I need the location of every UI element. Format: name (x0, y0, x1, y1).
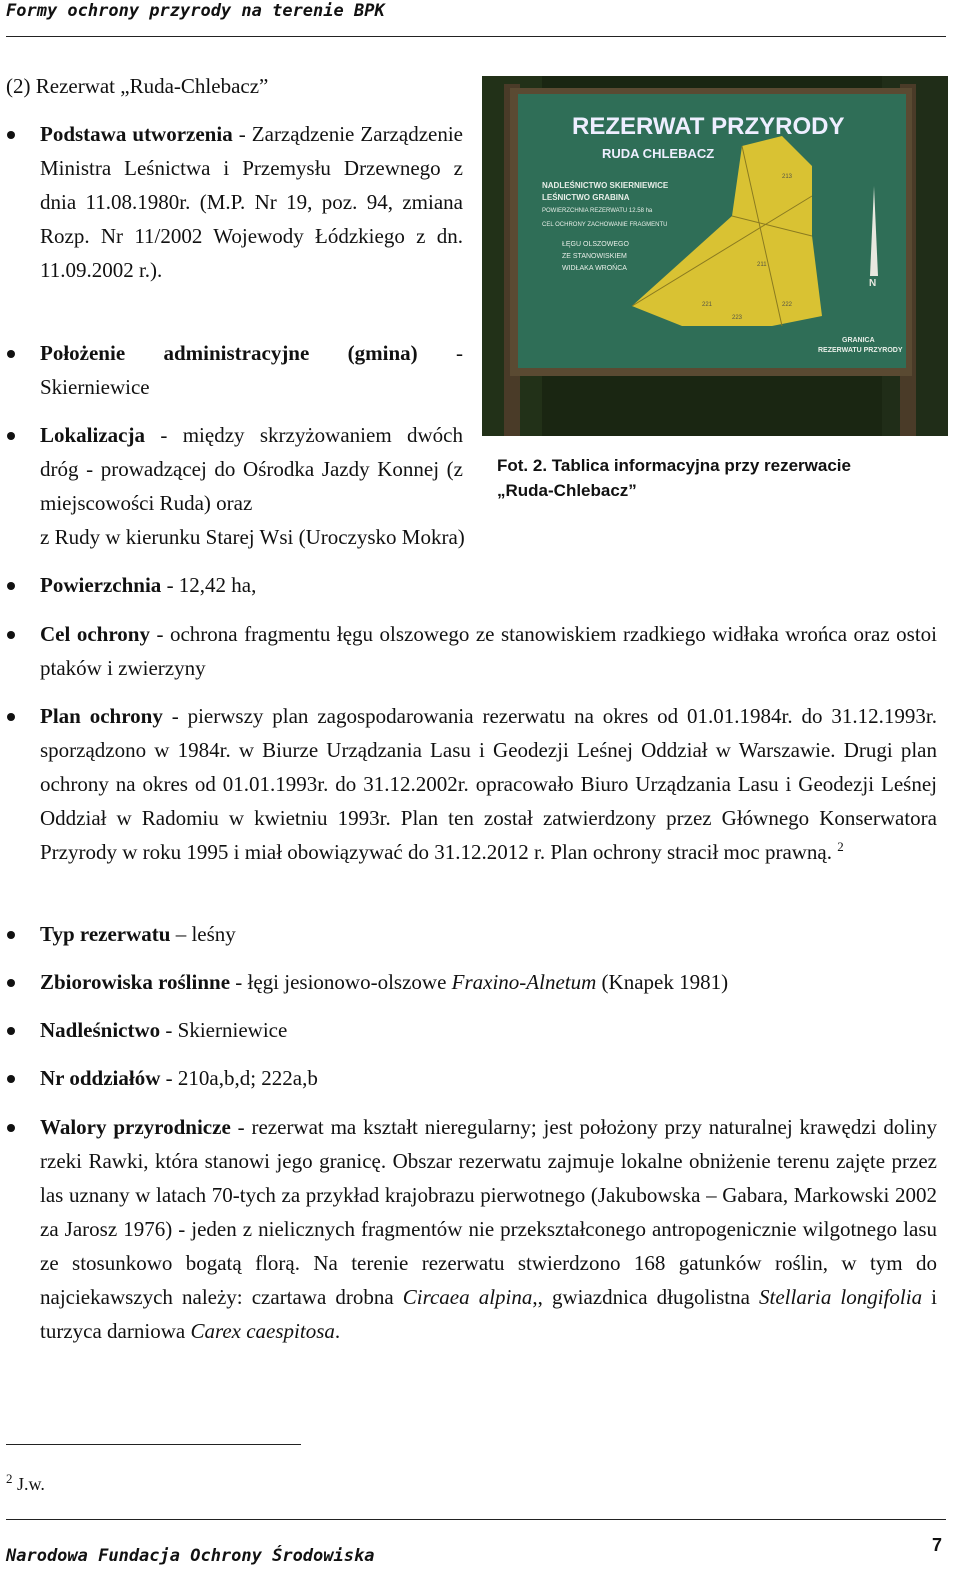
latin-name: Fraxino-Alnetum (451, 970, 597, 994)
list-item-cel-ochrony (40, 617, 937, 685)
item-label: Plan ochrony (40, 704, 163, 728)
sign-line: WIDŁAKA WROŃCA (562, 265, 627, 272)
footnote-number: 2 (6, 1471, 13, 1486)
map-number: 223 (732, 315, 743, 321)
bullet-icon (7, 131, 15, 139)
item-text: - pierwszy plan zagospodarowania rezerwatu na okres od 01.01.1984r. do 31.12.1993r. sporządzono w 1984r. w Biurze Urządzania Lasu i Geodezji Leśnej Oddział w Warszawie. Drugi plan ochrony na okres od 01.01.1993r. do 31.12.2002r. opracowało Biuro Urządzania Lasu i Geodezji Leśnej Oddział w Radomiu w kwietniu 1993r. Plan ten został zatwierdzony przez Głównego Konserwatora Przyrody w roku 1995 i miał obowiązywać do 31.12.2012 r. Plan ochrony stracił moc prawną. (40, 704, 937, 864)
caption-line: „Ruda-Chlebacz” (497, 481, 637, 500)
map-number: 221 (702, 302, 713, 308)
footnote-ref: 2 (837, 839, 844, 854)
item-text: - Skierniewice (40, 341, 463, 399)
map-number: 213 (782, 174, 793, 180)
item-text: . (334, 1319, 341, 1343)
map-number: 222 (782, 302, 793, 308)
list-item-zbiorowiska (40, 965, 935, 999)
footnote (6, 1472, 45, 1496)
footer-publisher: Narodowa Fundacja Ochrony Środowiska (6, 1546, 375, 1566)
bullet-icon (7, 631, 15, 639)
list-item-nadlesnictwo (40, 1013, 935, 1047)
photo-caption (497, 453, 947, 503)
item-label: Cel ochrony (40, 622, 150, 646)
list-item-lokalizacja-continued (40, 520, 600, 554)
item-text: - Skierniewice (160, 1018, 288, 1042)
list-item-oddzialy (40, 1061, 935, 1095)
item-text: ,, gwiazdnica długolistna (532, 1285, 760, 1309)
list-item-plan-ochrony (40, 699, 937, 869)
sign-illustration (482, 76, 948, 436)
running-header (6, 0, 946, 37)
item-label: Walory przyrodnicze (40, 1115, 231, 1139)
bullet-icon (7, 1075, 15, 1083)
item-text: – leśny (170, 922, 236, 946)
item-text: - łęgi jesionowo-olszowe (230, 970, 452, 994)
section-title: (2) Rezerwat „Ruda-Chlebacz” (6, 74, 269, 98)
caption-line: Fot. 2. Tablica informacyjna przy rezerwacie (497, 456, 851, 475)
reserve-sign-photo (482, 76, 948, 436)
legend-label: REZERWATU PRZYRODY (818, 347, 903, 354)
sign-line: LEŚNICTWO GRABINA (542, 193, 630, 202)
item-label: Powierzchnia (40, 573, 162, 597)
bullet-icon (7, 582, 15, 590)
list-item-lokalizacja (40, 418, 463, 520)
sign-title: REZERWAT PRZYRODY (572, 113, 845, 140)
item-text: - między skrzyżowaniem dwóch dróg - prowadzącej do Ośrodka Jazdy Konnej (z miejscowości Ruda) oraz (40, 423, 463, 515)
sign-line: CEL OCHRONY ZACHOWANIE FRAGMENTU (542, 222, 668, 228)
item-label: Podstawa utworzenia (40, 122, 233, 146)
list-item-powierzchnia (40, 568, 935, 602)
bullet-icon (7, 432, 15, 440)
sign-line: ŁĘGU OLSZOWEGO (562, 241, 629, 248)
item-text: z Rudy w kierunku Starej Wsi (Uroczysko Mokra) (40, 525, 465, 549)
bullet-icon (7, 931, 15, 939)
sign-line: ZE STANOWISKIEM (562, 253, 627, 260)
bullet-icon (7, 979, 15, 987)
item-text: - Zarządzenie Zarządzenie Ministra Leśnictwa i Przemysłu Drzewnego z dnia 11.08.1980r. (M.P. Nr 19, poz. 94, zmiana Rozp. Nr 11/2002 Wojewody Łódzkiego z dn. 11.09.2002 r.). (40, 122, 463, 282)
item-label: Nadleśnictwo (40, 1018, 161, 1042)
legend-label: GRANICA (842, 337, 875, 344)
list-item-walory (40, 1110, 937, 1348)
map-number: 211 (757, 262, 767, 268)
item-text: - ochrona fragmentu łęgu olszowego ze stanowiskiem rzadkiego widłaka wrońca oraz ostoi ptaków i zwierzyny (40, 622, 937, 680)
item-label: Położenie administracyjne (gmina) (40, 341, 418, 365)
page-number: 7 (931, 1535, 942, 1555)
list-item-typ (40, 917, 935, 951)
running-title: Formy ochrony przyrody na terenie BPK (6, 1, 385, 21)
list-item-polozenie (40, 336, 463, 404)
latin-name: Stellaria longifolia (759, 1285, 923, 1309)
sign-line: NADLEŚNICTWO SKIERNIEWICE (542, 181, 669, 190)
item-text: - rezerwat ma kształt nieregularny; jest położony przy naturalnej krawędzi doliny rzeki Rawki, która stanowi jego granicę. Obszar rezerwatu zajmuje lokalne obniżenie terenu zajęte przez las uznany w latach 70-tych za przykład krajobrazu pierwotnego (Jakubowska – Gabara, Markowski 2002 za Jarosz 1976) - jeden z nielicznych fragmentów nie przekształconego antropogenicznie wilgotnego lasu ze stosunkowo bogatą florą. Na terenie rezerwatu stwierdzono 168 gatunków roślin, w tym do najciekawszych należy: czartawa drobna (40, 1115, 937, 1309)
bullet-icon (7, 350, 15, 358)
north-label: N (869, 278, 877, 289)
footnote-text: J.w. (12, 1474, 45, 1494)
item-label: Nr oddziałów (40, 1066, 161, 1090)
bullet-icon (7, 1124, 15, 1132)
item-text: - 210a,b,d; 222a,b (160, 1066, 318, 1090)
item-text: i turzyca darniowa (40, 1285, 938, 1343)
sign-line: POWIERZCHNIA REZERWATU 12.58 ha (542, 208, 653, 214)
footer-divider (6, 1519, 946, 1520)
list-item-podstawa (40, 117, 463, 287)
item-label: Lokalizacja (40, 423, 145, 447)
bullet-icon (7, 1027, 15, 1035)
latin-name: Circaea alpina (402, 1285, 533, 1309)
footnote-divider (6, 1444, 301, 1445)
item-label: Zbiorowiska roślinne (40, 970, 231, 994)
item-text: (Knapek 1981) (596, 970, 729, 994)
latin-name: Carex caespitosa (190, 1319, 335, 1343)
item-text: - 12,42 ha, (161, 573, 257, 597)
bullet-icon (7, 713, 15, 721)
item-label: Typ rezerwatu (40, 922, 171, 946)
sign-subtitle: RUDA CHLEBACZ (602, 146, 715, 161)
